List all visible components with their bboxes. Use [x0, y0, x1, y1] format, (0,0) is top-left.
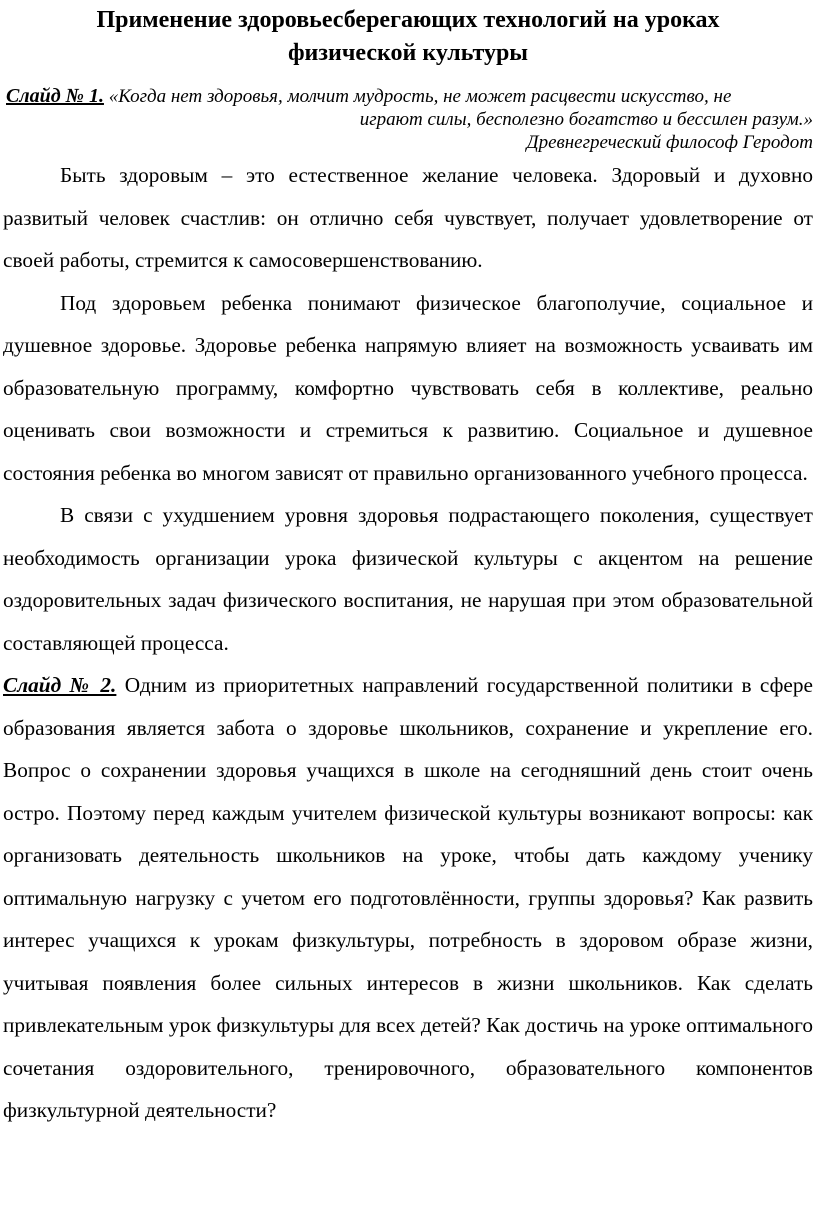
slide-1-label: Слайд № 1. [6, 85, 104, 107]
paragraph-1: Быть здоровым – это естественное желание человека. Здоровый и духовно развитый человек счастлив: он отлично себя чувствует, получает удовлетворение от своей работы, стремится к самосовершенствованию. [3, 163, 813, 272]
epigraph-quote-part-2: играют силы, бесполезно богатство и бессилен разум.» [359, 109, 813, 130]
epigraph [3, 85, 813, 154]
paragraph-2: Под здоровьем ребенка понимают физическое благополучие, социальное и душевное здоровье. Здоровье ребенка напрямую влияет на возможность усваивать им образовательную программу, комфортно чувствовать себя в коллективе, реально оценивать свои возможности и стремиться к развитию. Социальное и душевное состояния ребенка во многом зависят от правильно организованного учебного процесса. [3, 290, 813, 485]
paragraph-3: В связи с ухудшением уровня здоровья подрастающего поколения, существует необходимость организации урока физической культуры с акцентом на решение оздоровительных задач физического воспитания, не нарушая при этом образовательной составляющей процесса. [3, 503, 813, 655]
document-title [3, 4, 813, 70]
title-line-2: физической культуры [287, 40, 529, 66]
epigraph-quote-part-1: «Когда нет здоровья, молчит мудрость, не может расцвести искусство, не [103, 86, 732, 107]
epigraph-first-line [3, 85, 813, 108]
epigraph-author: Древнегреческий философ Геродот [526, 132, 813, 153]
slide-2-paragraph [3, 664, 813, 1132]
slide-2-text: Одним из приоритетных направлений государственной политики в сфере образования является забота о здоровье школьников, сохранение и укрепление его. Вопрос о сохранении здоровья учащихся в школе на сегодняшний день стоит очень остро. Поэтому перед каждым учителем физической культуры возникают вопросы: как организовать деятельность школьников на уроке, чтобы дать каждому ученику оптимальную нагрузку с учетом его подготовлённости, группы здоровья? Как развить интерес учащихся к урокам физкультуры, потребность в здоровом образе жизни, учитывая появления более сильных интересов в жизни школьников. Как сделать привлекательным урок физкультуры для всех детей? Как достичь на уроке оптимального сочетания оздоровительного, тренировочного, образовательного компонентов физкультурной деятельности? [3, 673, 813, 1122]
title-line-1: Применение здоровьесберегающих технологий на уроках [96, 7, 720, 33]
slide-2-label: Слайд № 2. [3, 673, 117, 697]
